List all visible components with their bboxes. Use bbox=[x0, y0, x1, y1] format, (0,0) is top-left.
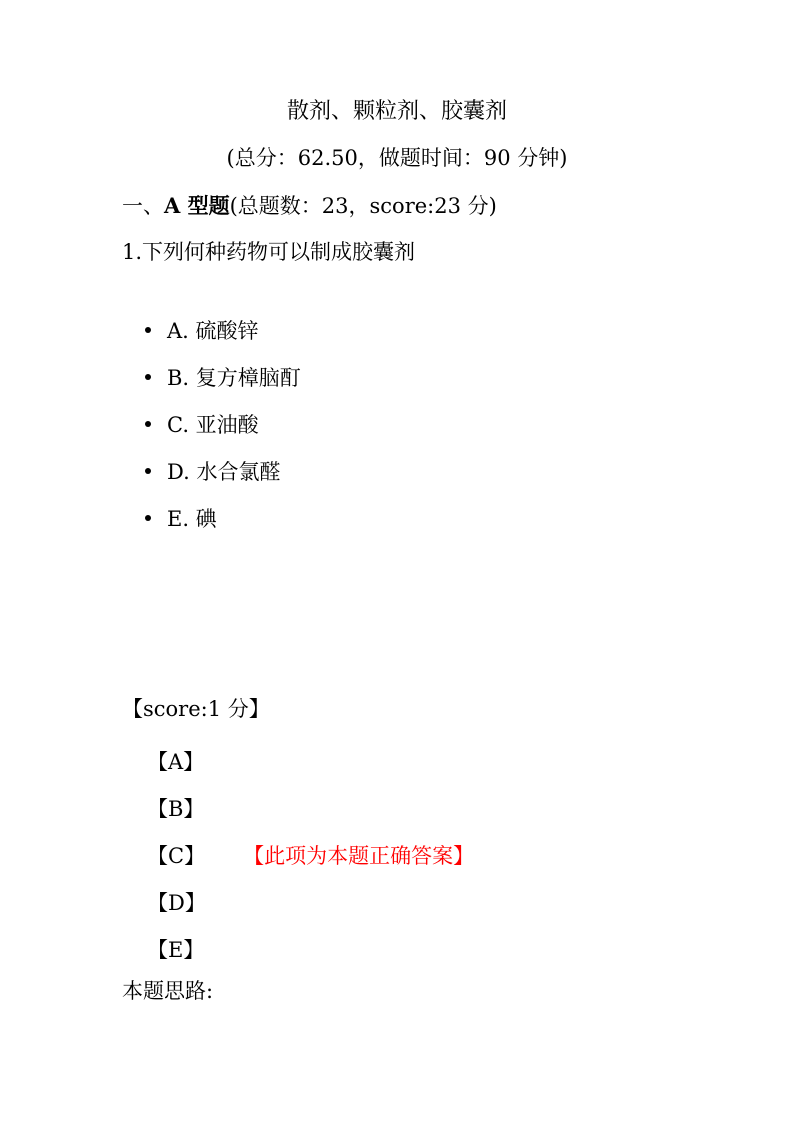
answer-label: 【A】 bbox=[147, 750, 205, 774]
explanation-label: 本题思路: bbox=[122, 979, 214, 1003]
correct-answer-mark: 【此项为本题正确答案】 bbox=[243, 844, 475, 868]
option-item bbox=[145, 306, 301, 353]
answer-label: 【D】 bbox=[147, 891, 206, 915]
answer-item bbox=[147, 934, 474, 981]
section-name: A 型题 bbox=[164, 193, 230, 218]
answer-label: 【E】 bbox=[147, 938, 205, 962]
bullet-icon bbox=[145, 421, 151, 427]
option-label: B. 复方樟脑酊 bbox=[167, 365, 301, 390]
option-label: E. 碘 bbox=[167, 506, 217, 531]
option-label: D. 水合氯醛 bbox=[167, 459, 281, 484]
answer-list bbox=[147, 746, 474, 981]
answer-item bbox=[147, 840, 474, 887]
section-heading bbox=[122, 195, 497, 217]
bullet-icon bbox=[145, 515, 151, 521]
page-title: 散剂、颗粒剂、胶囊剂 bbox=[286, 99, 507, 124]
answer-label: 【B】 bbox=[147, 797, 205, 821]
option-item bbox=[145, 494, 301, 541]
option-label: A. 硫酸锌 bbox=[167, 318, 259, 343]
option-item bbox=[145, 353, 301, 400]
bullet-icon bbox=[145, 327, 151, 333]
answer-item bbox=[147, 793, 474, 840]
option-list bbox=[145, 306, 301, 541]
question-text: 1.下列何种药物可以制成胶囊剂 bbox=[122, 240, 416, 264]
answer-item bbox=[147, 887, 474, 934]
option-item bbox=[145, 447, 301, 494]
option-label: C. 亚油酸 bbox=[167, 412, 259, 437]
section-info: (总题数：23，score:23 分) bbox=[229, 194, 497, 218]
answer-item bbox=[147, 746, 474, 793]
bullet-icon bbox=[145, 374, 151, 380]
bullet-icon bbox=[145, 468, 151, 474]
option-item bbox=[145, 400, 301, 447]
section-prefix: 一、 bbox=[122, 194, 164, 218]
answer-label: 【C】 bbox=[147, 844, 206, 868]
question-score: 【score:1 分】 bbox=[122, 697, 270, 721]
exam-info: (总分：62.50，做题时间：90 分钟) bbox=[226, 146, 568, 170]
